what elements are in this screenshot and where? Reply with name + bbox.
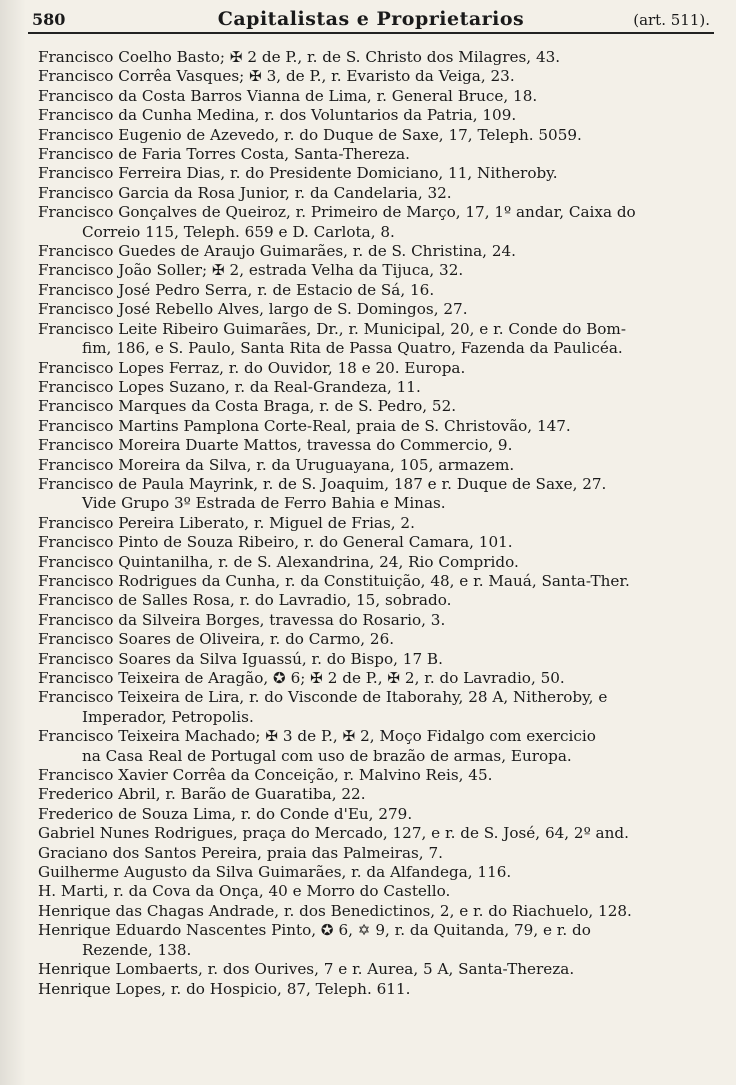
entry-line: H. Marti, r. da Cova da Onça, 40 e Morro do Castello. [38,882,451,901]
list-item [0,630,736,649]
list-item [0,514,736,533]
entry-line: Francisco José Pedro Serra, r. de Estacio de Sá, 16. [38,280,435,299]
entry-line: Francisco Garcia da Rosa Junior, r. da Candelaria, 32. [38,183,452,202]
entry-line: Francisco de Salles Rosa, r. do Lavradio, 15, sobrado. [38,591,452,610]
entry-line: Frederico Abril, r. Barão de Guaratiba, 22. [38,785,366,804]
entry-line: Francisco Martins Pamplona Corte-Real, praia de S. Christovão, 147. [38,416,571,435]
entry-line: Henrique Eduardo Nascentes Pinto, ✪ 6, ✡ 9, r. da Quitanda, 79, e r. do [38,921,591,940]
list-item [0,397,736,416]
list-item [0,145,736,164]
entry-continuation: na Casa Real de Portugal com uso de brazão de armas, Europa. [82,746,572,765]
list-item [0,650,736,669]
entry-line: Frederico de Souza Lima, r. do Conde d'Eu, 279. [38,804,413,823]
list-item [0,960,736,979]
entry-line: Francisco Coelho Basto; ✠ 2 de P., r. de S. Christo dos Milagres, 43. [38,48,561,66]
list-item [0,436,736,455]
list-item [0,359,736,378]
list-item [0,320,736,359]
list-item [0,126,736,145]
list-item [0,727,736,766]
list-item [0,824,736,843]
page-number: 580 [32,10,66,29]
entry-continuation: Correio 115, Teleph. 659 e D. Carlota, 8. [82,222,395,241]
entry-continuation: fim, 186, e S. Paulo, Santa Rita de Passa Quatro, Fazenda da Paulicéa. [82,339,623,358]
list-item [0,921,736,960]
list-item [0,785,736,804]
entry-line: Francisco Ferreira Dias, r. do Presidente Domiciano, 11, Nitheroby. [38,164,558,183]
article-reference: (art. 511). [633,11,710,29]
list-item [0,456,736,475]
entry-line: Graciano dos Santos Pereira, praia das Palmeiras, 7. [38,843,443,862]
list-item [0,87,736,106]
list-item [0,242,736,261]
list-item [0,980,736,999]
list-item [0,300,736,319]
list-item [0,669,736,688]
entry-line: Francisco Rodrigues da Cunha, r. da Constituição, 48, e r. Mauá, Santa-Ther. [38,571,630,590]
list-item [0,184,736,203]
entry-line: Henrique das Chagas Andrade, r. dos Benedictinos, 2, e r. do Riachuelo, 128. [38,901,632,920]
entry-continuation: Imperador, Petropolis. [82,707,254,726]
entry-line: Francisco Corrêa Vasques; ✠ 3, de P., r. Evaristo da Veiga, 23. [38,67,515,86]
list-item [0,48,736,67]
list-item [0,805,736,824]
list-item [0,106,736,125]
entry-line: Francisco Gonçalves de Queiroz, r. Primeiro de Março, 17, 1º andar, Caixa do [38,203,636,222]
list-item [0,475,736,514]
entry-line: Francisco Marques da Costa Braga, r. de S. Pedro, 52. [38,397,457,416]
list-item [0,67,736,86]
entry-line: Gabriel Nunes Rodrigues, praça do Mercado, 127, e r. de S. José, 64, 2º and. [38,824,629,843]
entry-line: Francisco Teixeira de Aragão, ✪ 6; ✠ 2 de P., ✠ 2, r. do Lavradio, 50. [38,669,565,687]
list-item [0,688,736,727]
list-item [0,572,736,591]
entry-line: Francisco Quintanilha, r. de S. Alexandrina, 24, Rio Comprido. [38,552,519,571]
list-item [0,203,736,242]
list-item [0,261,736,280]
list-item [0,553,736,572]
entry-line: Henrique Lopes, r. do Hospicio, 87, Teleph. 611. [38,979,411,998]
entry-line: Francisco Lopes Suzano, r. da Real-Grandeza, 11. [38,377,421,396]
entry-line: Francisco José Rebello Alves, largo de S. Domingos, 27. [38,300,468,319]
list-item [0,863,736,882]
entry-line: Francisco Eugenio de Azevedo, r. do Duque de Saxe, 17, Teleph. 5059. [38,125,582,144]
entry-line: Francisco de Paula Mayrink, r. de S. Joaquim, 187 e r. Duque de Saxe, 27. [38,474,607,493]
page-title: Capitalistas e Proprietarios [217,8,525,30]
entry-line: Francisco Leite Ribeiro Guimarães, Dr., r. Municipal, 20, e r. Conde do Bom- [38,319,626,338]
entry-line: Francisco Soares da Silva Iguassú, r. do Bispo, 17 B. [38,649,443,668]
list-item [0,164,736,183]
entry-line: Francisco João Soller; ✠ 2, estrada Velha da Tijuca, 32. [38,261,464,280]
list-item [0,611,736,630]
list-item [0,766,736,785]
entry-list [0,48,736,999]
entry-line: Francisco Pereira Liberato, r. Miguel de Frias, 2. [38,513,415,532]
entry-continuation: Rezende, 138. [82,940,192,959]
entry-line: Francisco da Costa Barros Vianna de Lima, r. General Bruce, 18. [38,86,538,105]
list-item [0,378,736,397]
list-item [0,591,736,610]
entry-line: Francisco Teixeira Machado; ✠ 3 de P., ✠ 2, Moço Fidalgo com exercicio [38,727,596,746]
list-item [0,902,736,921]
entry-line: Guilherme Augusto da Silva Guimarães, r. da Alfandega, 116. [38,863,512,882]
entry-line: Francisco Pinto de Souza Ribeiro, r. do General Camara, 101. [38,533,513,552]
list-item [0,281,736,300]
entry-line: Francisco Teixeira de Lira, r. do Visconde de Itaborahy, 28 A, Nitheroby, e [38,688,608,707]
entry-line: Francisco da Silveira Borges, travessa do Rosario, 3. [38,610,446,629]
list-item [0,882,736,901]
entry-line: Francisco de Faria Torres Costa, Santa-Thereza. [38,145,410,164]
entry-line: Francisco da Cunha Medina, r. dos Voluntarios da Patria, 109. [38,106,517,125]
entry-line: Francisco Moreira da Silva, r. da Uruguayana, 105, armazem. [38,455,515,474]
entry-line: Francisco Moreira Duarte Mattos, travessa do Commercio, 9. [38,436,513,455]
page-header [28,4,714,34]
entry-line: Henrique Lombaerts, r. dos Ourives, 7 e r. Aurea, 5 A, Santa-Thereza. [38,960,575,979]
entry-continuation: Vide Grupo 3º Estrada de Ferro Bahia e Minas. [82,494,446,513]
entry-line: Francisco Soares de Oliveira, r. do Carmo, 26. [38,630,395,649]
entry-line: Francisco Lopes Ferraz, r. do Ouvidor, 18 e 20. Europa. [38,358,466,377]
list-item [0,417,736,436]
entry-line: Francisco Xavier Corrêa da Conceição, r. Malvino Reis, 45. [38,766,493,785]
list-item [0,533,736,552]
entry-line: Francisco Guedes de Araujo Guimarães, r. de S. Christina, 24. [38,242,516,261]
list-item [0,844,736,863]
